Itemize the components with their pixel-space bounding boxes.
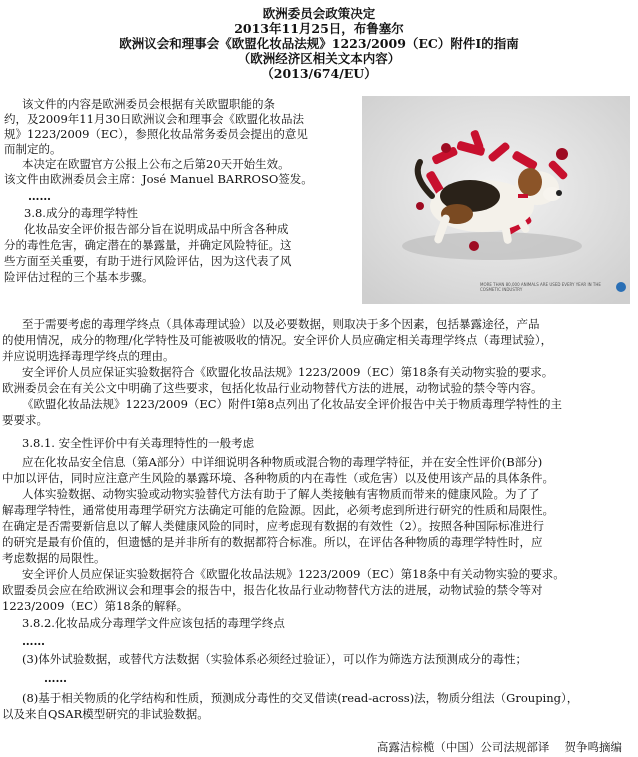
body-a-line4: 安全评价人员应保证实验数据符合《欧盟化妆品法规》1223/2009（EC）第18条有关动物实验的要求。: [22, 365, 554, 379]
section-3-8-2-item8-line1: (8)基于相关物质的化学结构和性质，预测成分毒性的交叉借读(read-across)法，物质分组法（Grouping），: [22, 691, 579, 705]
section-3-8-line4: 险评估过程的三个基本步骤。: [4, 270, 154, 284]
doc-title-line5: （2013/674/EU）: [261, 66, 377, 81]
intro-p2: 本决定在欧盟官方公报上公布之后第20天开始生效。: [22, 157, 290, 171]
body-a-line3: 并应说明选择毒理学终点的理由。: [2, 349, 175, 363]
intro-p1-line1: 该文件的内容是欧洲委员会根据有关欧盟职能的条: [22, 97, 275, 111]
body-a-line7: 要要求。: [2, 413, 48, 427]
section-3-8-2-ellipsis1: ……: [22, 634, 45, 648]
section-3-8-1-line4: 解毒理学特性，通常使用毒理学研究方法确定可能的危险源。因此，必须考虑到所进行研究的性质和局限性。: [2, 503, 554, 517]
section-3-8-line1: 化妆品安全评价报告部分旨在说明成品中所含各种成: [24, 222, 289, 236]
body-a-line1: 至于需要考虑的毒理学终点（具体毒理试验）以及必要数据，则取决于多个因素，包括暴露途径，产品: [22, 317, 540, 331]
section-3-8-1-heading: 3.8.1. 安全性评价中有关毒理特性的一般考虑: [22, 436, 255, 450]
intro-p1-line2: 约，及2009年11月30日欧洲议会和理事会《欧盟化妆品法: [4, 112, 305, 126]
section-3-8-2-item8-line2: 以及来自QSAR模型研究的非试验数据。: [2, 707, 209, 721]
intro-ellipsis: ……: [28, 189, 51, 203]
section-3-8-2-item3: (3)体外试验数据，或替代方法数据（实验体系必须经过验证），可以作为筛选方法预测成分的毒性；: [22, 652, 528, 666]
doc-title-line1: 欧洲委员会政策决定: [262, 6, 376, 21]
section-3-8-heading: 3.8.成分的毒理学特性: [24, 206, 138, 220]
translator-credit: 高露洁棕榄（中国）公司法规部译 贺争鸣摘编: [376, 740, 622, 754]
section-3-8-1-line8: 安全评价人员应保证实验数据符合《欧盟化妆品法规》1223/2009（EC）第18条中有关动物实验的要求。: [22, 567, 565, 581]
beagle-lipstick-photo: [362, 96, 630, 304]
body-a-line5: 欧洲委员会在有关公文中明确了这些要求，包括化妆品行业动物替代方法的进展，动物试验的禁令等内容。: [2, 381, 543, 395]
body-a-line6: 《欧盟化妆品法规》1223/2009（EC）附件I第8点列出了化妆品安全评价报告中关于物质毒理学特性的主: [22, 397, 562, 411]
section-3-8-1-line9: 欧盟委员会应在给欧洲议会和理事会的报告中，报告化妆品行业动物替代方法的进展，动物试验的禁令等对: [2, 583, 543, 597]
section-3-8-1-line2: 中加以评估，同时应注意产生风险的暴露环境、各种物质的内在毒性（或危害）以及使用该产品的具体条件。: [2, 471, 554, 485]
photo-illustration: [362, 96, 630, 304]
intro-p1-line3: 规》1223/2009（EC），参照化妆品常务委员会提出的意见: [4, 127, 308, 141]
section-3-8-2-heading: 3.8.2.化妆品成分毒理学文件应该包括的毒理学终点: [22, 616, 285, 630]
photo-caption: MORE THAN 80,000 ANIMALS ARE USED EVERY YEAR IN THE COSMETIC INDUSTRY: [480, 282, 601, 292]
section-3-8-1-line10: 1223/2009（EC）第18条的解释。: [2, 599, 189, 613]
intro-p3: 该文件由欧洲委员会主席：José Manuel BARROSO签发。: [4, 172, 313, 186]
section-3-8-line3: 些方面至关重要，有助于进行风险评估，因为这代表了风: [4, 254, 292, 268]
section-3-8-1-line7: 考虑数据的局限性。: [2, 551, 106, 565]
body-a-line2: 的使用情况，成分的物理/化学特性及可能被吸收的情况。安全评价人员应确定相关毒理学终点（毒理试验），: [2, 333, 553, 347]
doc-title-line3: 欧洲议会和理事会《欧盟化妆品法规》1223/2009（EC）附件I的指南: [119, 36, 519, 51]
section-3-8-1-line6: 的研究是最有价值的，但遗憾的是并非所有的数据都符合标准。所以，在评估各种物质的毒理学特性时，应: [2, 535, 543, 549]
intro-p1-line4: 而制定的。: [4, 142, 62, 156]
doc-title-line2: 2013年11月25日，布鲁塞尔: [234, 21, 404, 36]
photo-logo-icon: [616, 282, 626, 292]
section-3-8-1-line1: 应在化妆品安全信息（第A部分）中详细说明各种物质或混合物的毒理学特征，并在安全性评价(B部分): [22, 455, 543, 469]
section-3-8-2-ellipsis2: ……: [44, 671, 67, 685]
section-3-8-1-line5: 在确定是否需要新信息以了解人类健康风险的同时，应考虑现有数据的有效性（2）。按照各种国际标准进行: [2, 519, 545, 533]
section-3-8-line2: 分的毒性危害，确定潜在的暴露量，并确定风险特征。这: [4, 238, 292, 252]
section-3-8-1-line3: 人体实验数据、动物实验或动物实验替代方法有助于了解人类接触有害物质而带来的健康风险。为了了: [22, 487, 540, 501]
doc-title-line4: （欧洲经济区相关文本内容）: [237, 51, 401, 66]
